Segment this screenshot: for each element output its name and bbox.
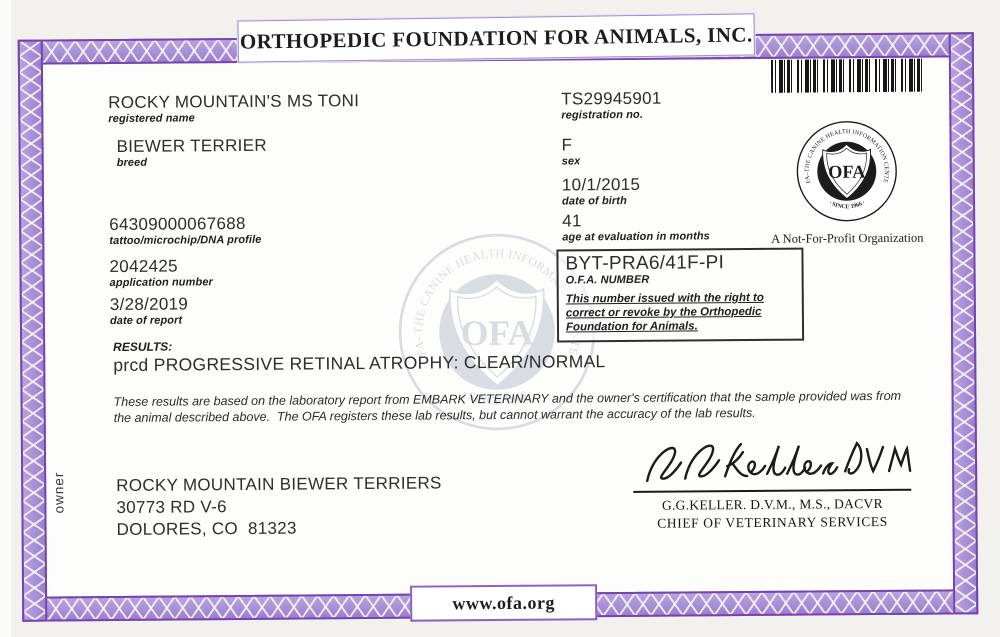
field-application-number — [109, 256, 213, 289]
border-band-left — [18, 40, 48, 622]
ofa-number-note: This number issued with the right to correct or revoke by the Orthopedic Foundation for Animals. — [565, 291, 764, 334]
registered-name-value: ROCKY MOUNTAIN'S MS TONI — [108, 91, 360, 113]
field-date-of-birth — [562, 175, 641, 208]
registration-no-label: registration no. — [561, 108, 644, 122]
website-url: www.ofa.org — [452, 592, 555, 613]
page-title: ORTHOPEDIC FOUNDATION FOR ANIMALS, INC. — [239, 21, 753, 54]
field-registered-name — [108, 91, 359, 125]
field-registration-no — [561, 89, 662, 122]
field-date-of-report — [110, 294, 189, 327]
owner-street: 30773 RD V-6 — [116, 497, 227, 518]
registration-no-value: TS29945901 — [561, 88, 662, 109]
signer-title: CHIEF OF VETERINARY SERVICES — [657, 513, 888, 531]
date-of-birth-value: 10/1/2015 — [561, 174, 641, 195]
microchip-value: 64309000067688 — [109, 213, 246, 235]
scan-edge — [0, 0, 11, 637]
results-value: prcd PROGRESSIVE RETINAL ATROPHY: CLEAR/NORMAL — [113, 351, 606, 376]
barcode — [771, 59, 923, 93]
field-age-at-evaluation — [562, 210, 710, 243]
certificate — [18, 21, 979, 621]
sex-label: sex — [561, 155, 581, 168]
signer-name: G.G.KELLER. D.V.M., M.S., DACVR — [661, 495, 883, 513]
field-sex — [561, 135, 580, 167]
ofa-number-value: BYT-PRA6/41F-PI — [565, 252, 725, 275]
breed-value: BIEWER TERRIER — [116, 135, 267, 156]
ofa-number-box — [556, 248, 804, 343]
website-banner — [410, 584, 597, 621]
field-microchip — [109, 214, 261, 247]
date-of-report-label: date of report — [109, 314, 183, 328]
owner-name: ROCKY MOUNTAIN BIEWER TERRIERS — [116, 473, 442, 496]
date-of-birth-label: date of birth — [561, 194, 627, 208]
disclaimer-text: These results are based on the laboratory report from EMBARK VETERINARY and the owner's certification that the sample provided was from the animal described above. The OFA registers these lab results, but cannot warrant the accuracy of the lab results. — [113, 388, 905, 425]
title-banner — [237, 13, 755, 62]
owner-city: DOLORES, CO 81323 — [116, 518, 297, 540]
application-number-label: application number — [109, 276, 213, 290]
owner-label: owner — [51, 471, 67, 514]
results-label: RESULTS: — [113, 339, 173, 355]
microchip-label: tattoo/microchip/DNA profile — [109, 233, 262, 248]
age-at-evaluation-value: 41 — [562, 211, 582, 231]
breed-label: breed — [116, 156, 148, 169]
ofa-seal — [794, 119, 899, 224]
registered-name-label: registered name — [108, 112, 195, 126]
signature-handwriting — [633, 435, 913, 492]
sex-value: F — [561, 135, 573, 155]
application-number-value: 2042425 — [109, 256, 178, 277]
age-at-evaluation-label: age at evaluation in months — [562, 230, 710, 244]
border-band-right — [949, 32, 979, 614]
ofa-number-label: O.F.A. NUMBER — [565, 273, 650, 287]
field-breed — [116, 136, 267, 169]
seal-caption: A Not-For-Profit Organization — [771, 230, 924, 246]
owner-address — [116, 472, 442, 541]
date-of-report-value: 3/28/2019 — [109, 294, 189, 315]
